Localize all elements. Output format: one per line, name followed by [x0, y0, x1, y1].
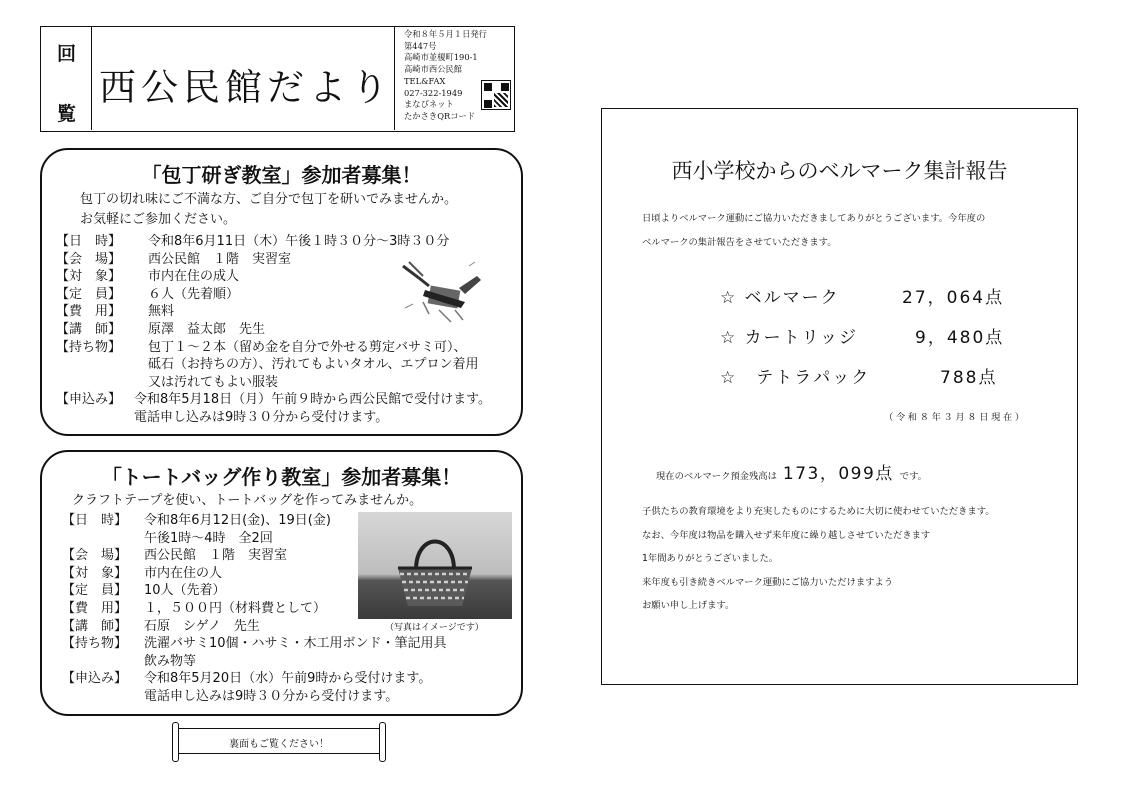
info-line: TEL&FAX — [404, 75, 446, 86]
closing-line: 1年間ありがとうございました。 — [642, 553, 779, 564]
fund-prefix: 現在のベルマーク預金残高は — [656, 471, 777, 482]
report-closing — [642, 500, 995, 618]
fund-balance — [656, 459, 927, 484]
closing-line: 来年度も引き続きベルマーク運動にご協力いただけますよう — [642, 576, 894, 588]
detail-row: 【日 時】 令和8年6月12日(金)、19日(金) — [62, 513, 331, 528]
report-intro — [642, 207, 985, 254]
closing-line: 子供たちの教育環境をより充実したものにするために大切に使わせていただきます。 — [642, 506, 995, 517]
kairan-box — [41, 27, 92, 130]
detail-row: 【会 場】 西公民館 １階 実習室 — [56, 251, 292, 267]
detail-row: 【対 象】 市内在住の成人 — [56, 269, 240, 285]
info-line: 令和８年５月１日発行 — [404, 29, 487, 39]
intro-line: 包丁の切れ味にご不満な方、ご自分で包丁を研いでみませんか。 — [80, 192, 458, 207]
fund-amount: 173，099点 — [782, 464, 894, 484]
info-line: まなびネット — [404, 99, 454, 110]
apply-row: 【申込み】 令和8年5月18日（月）午前９時から西公民館で受付けます。 — [56, 392, 492, 408]
newsletter-title: 西公民館だより — [99, 66, 393, 109]
photo-caption: （写真はイメージです） — [385, 623, 484, 633]
item-points: 788点 — [940, 368, 998, 388]
intro-line: お気軽にご参加ください。 — [80, 211, 237, 227]
publication-info — [394, 27, 514, 130]
detail-row: 又は汚れてもよい服装 — [148, 374, 279, 390]
detail-row: 砥石（お持ちの方）、汚れてもよいタオル、エプロン着用 — [148, 357, 479, 373]
detail-row: 電話申し込みは9時３０分から受付けます。 — [144, 688, 399, 704]
newsletter-header — [40, 26, 515, 132]
detail-row: 【日 時】 令和8年6月11日（木）午後１時３０分～3時３０分 — [56, 234, 450, 249]
knife-sharpening-illustration — [399, 258, 483, 328]
tote-bag-photo — [358, 512, 512, 619]
item-name: ☆ テトラパック — [720, 368, 871, 388]
detail-row: 【講 師】 石原 シゲノ 先生 — [62, 618, 260, 634]
fund-suffix: です。 — [899, 471, 927, 482]
item-name: ☆ ベルマーク — [720, 288, 840, 308]
item-points: 27，064点 — [902, 288, 1005, 308]
info-line: 027-322-1949 — [404, 87, 463, 98]
detail-row: 【費 用】 １，５００円（材料費として） — [62, 600, 327, 616]
apply-row: 電話申し込みは9時３０分から受付けます。 — [134, 409, 389, 425]
detail-row: 飲み物等 — [144, 653, 197, 669]
basket-image — [358, 512, 512, 619]
as-of-date: （令和８年３月８日現在） — [884, 412, 1027, 423]
info-line: 高崎市西公民館 — [404, 64, 463, 75]
detail-row: 【申込み】 令和8年5月20日（水）午前9時から受付けます。 — [62, 671, 432, 687]
see-back-text: 裏面もご覧ください！ — [229, 739, 329, 750]
item-name: ☆ カートリッジ — [720, 328, 858, 348]
info-line: 第447号 — [404, 40, 437, 51]
intro-line: ベルマークの集計報告をさせていただきます。 — [642, 236, 837, 248]
info-line: たかさきQRコード — [404, 110, 476, 121]
qr-code-icon[interactable] — [481, 80, 511, 110]
bellmark-report — [601, 108, 1078, 685]
closing-line: お願い申し上げます。 — [642, 600, 735, 611]
closing-line: なお、今年度は物品を購入せず来年度に繰り越しさせていただきます — [642, 529, 931, 541]
detail-row: 【対 象】 市内在住の人 — [62, 565, 223, 581]
event-intro: クラフトテープを使い、トートバッグを作ってみませんか。 — [72, 493, 423, 508]
item-points: 9，480点 — [915, 328, 1005, 348]
event-title: 「トートバッグ作り教室」参加者募集！ — [101, 465, 462, 489]
detail-row: 【費 用】 無料 — [56, 304, 175, 320]
tote-bag-class — [40, 450, 523, 716]
detail-row: 【会 場】 西公民館 １階 実習室 — [62, 548, 288, 564]
detail-row: 【持ち物】 洗濯バサミ10個・ハサミ・木工用ボンド・筆記用具 — [62, 636, 447, 652]
detail-row: 【持ち物】 包丁１～２本（留め金を自分で外せる剪定バサミ可）、 — [56, 339, 467, 355]
detail-row: 【講 師】 原澤 益太郎 先生 — [56, 321, 266, 337]
detail-row: 【定 員】 ６人（先着順） — [56, 286, 240, 302]
detail-row: 午後1時～4時 全2回 — [144, 530, 273, 546]
info-line: 高崎市並榎町190-1 — [404, 52, 478, 63]
event-title: 「包丁研ぎ教室」参加者募集！ — [141, 163, 422, 187]
kairan-char-bottom: 覧 — [56, 103, 76, 125]
event-intro — [80, 191, 457, 228]
see-back-note — [172, 728, 386, 754]
knife-sharpening-class — [40, 148, 523, 436]
report-title: 西小学校からのベルマーク集計報告 — [671, 159, 1008, 183]
detail-row: 【定 員】 10人（先着） — [62, 583, 226, 599]
kairan-char-top: 回 — [56, 43, 76, 65]
intro-line: 日頃よりベルマーク運動にご協力いただきましてありがとうございます。今年度の — [642, 213, 986, 224]
